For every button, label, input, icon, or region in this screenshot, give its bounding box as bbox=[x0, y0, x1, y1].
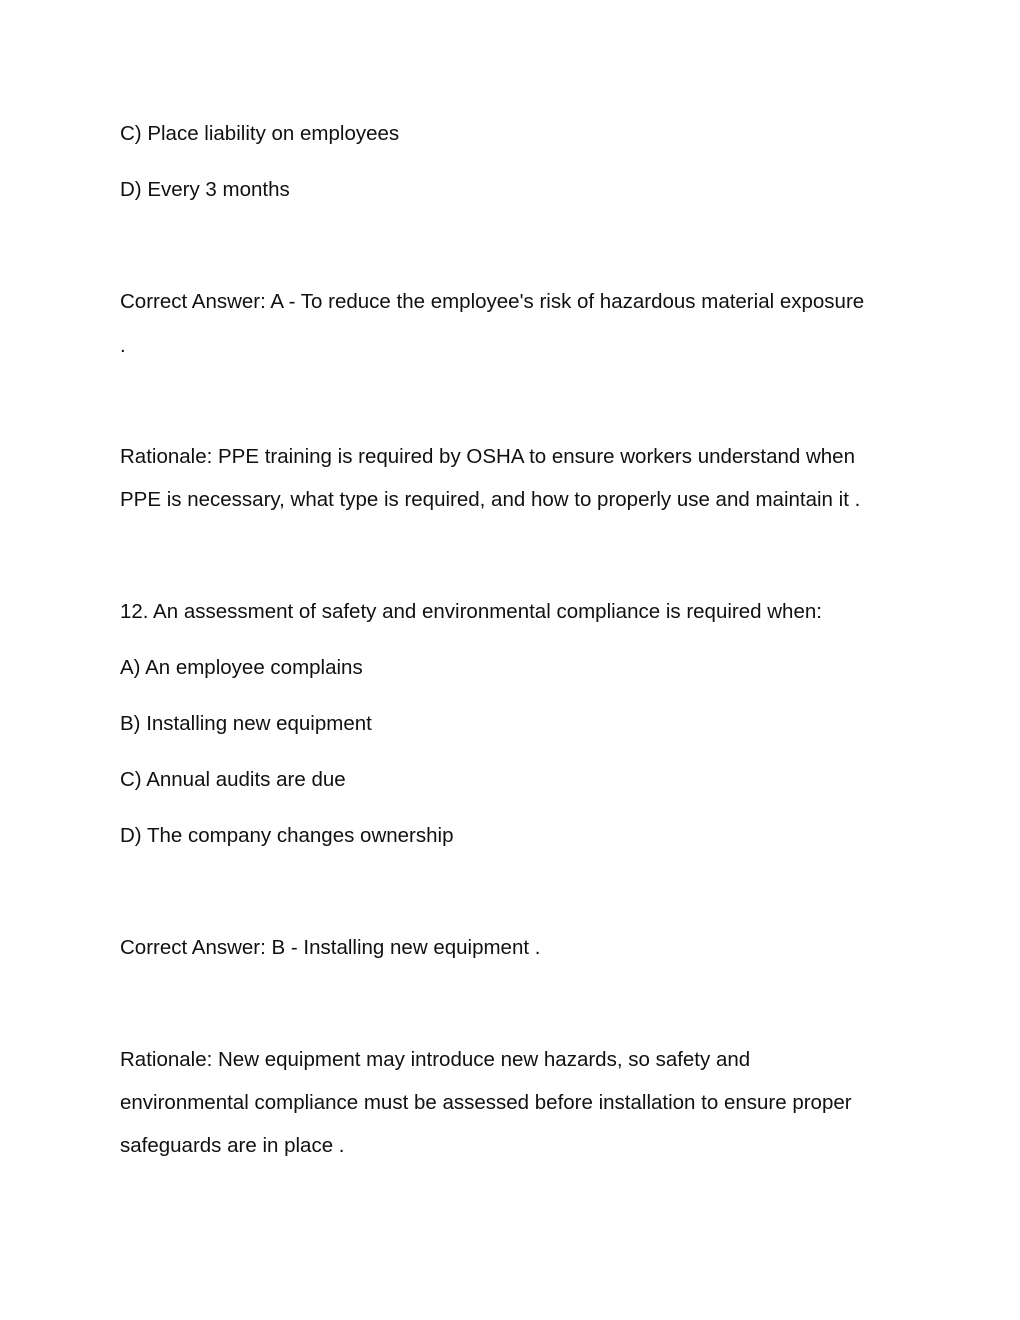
question-12-rationale-line-3: safeguards are in place . bbox=[120, 1134, 345, 1157]
question-12-option-a: A) An employee complains bbox=[120, 656, 363, 679]
prev-rationale-line-1: Rationale: PPE training is required by OSHA to ensure workers understand when bbox=[120, 445, 855, 468]
prev-rationale-line-2: PPE is necessary, what type is required, and how to properly use and maintain it . bbox=[120, 488, 861, 511]
question-12-option-b: B) Installing new equipment bbox=[120, 712, 372, 735]
question-12-rationale-line-2: environmental compliance must be assessed before installation to ensure proper bbox=[120, 1091, 852, 1114]
prev-correct-answer-continuation: . bbox=[120, 334, 126, 357]
prev-option-c: C) Place liability on employees bbox=[120, 122, 400, 145]
question-12-option-c: C) Annual audits are due bbox=[120, 768, 346, 791]
question-12-rationale-line-1: Rationale: New equipment may introduce new hazards, so safety and bbox=[120, 1048, 751, 1071]
question-12-prompt: 12. An assessment of safety and environmental compliance is required when: bbox=[120, 600, 822, 623]
prev-option-d: D) Every 3 months bbox=[120, 178, 290, 201]
question-12-option-d: D) The company changes ownership bbox=[120, 824, 454, 847]
question-12-correct-answer: Correct Answer: B - Installing new equipment . bbox=[120, 936, 541, 959]
prev-correct-answer: Correct Answer: A - To reduce the employee's risk of hazardous material exposure bbox=[120, 290, 865, 313]
